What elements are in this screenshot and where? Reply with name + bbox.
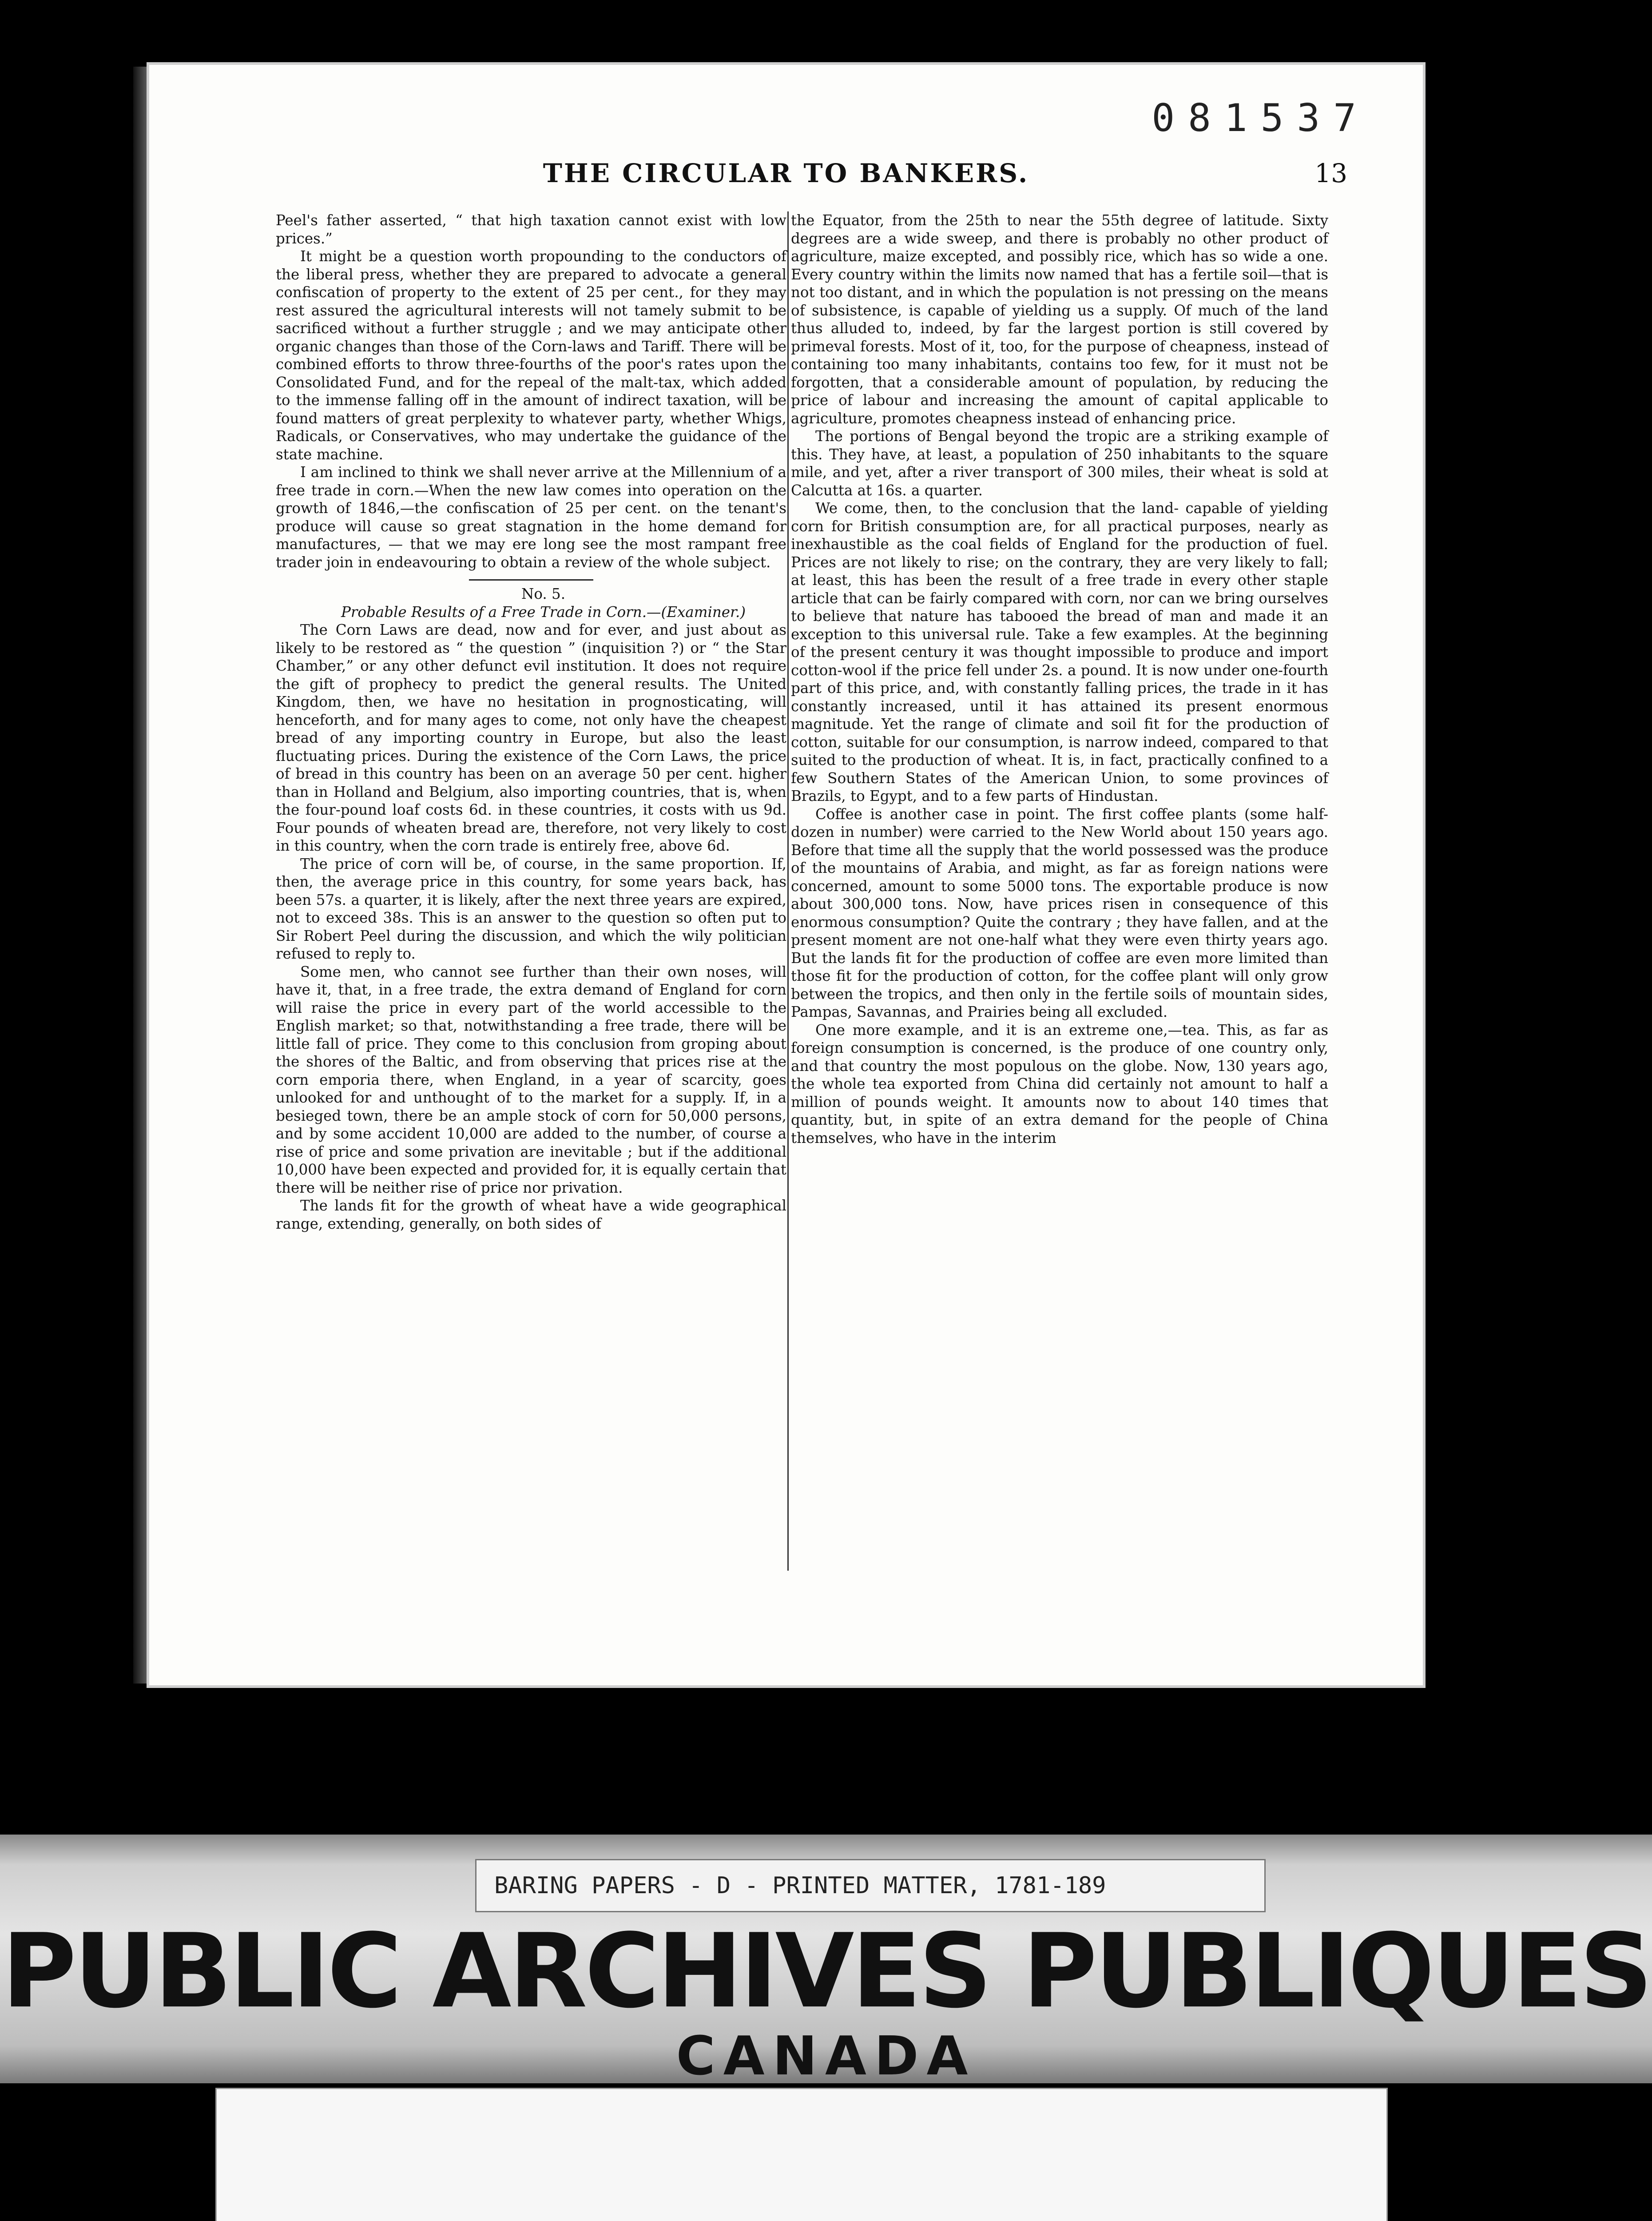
paragraph: Some men, who cannot see further than their own noses, will have it, that, in a free trade, the extra demand of England for corn will raise the price in every part of the world accessible to the English market; so that, notwithstanding a free trade, there will be little fall of price. They come to this conclusion from groping about the shores of the Baltic, and from observing that prices rise at the corn emporia there, when England, in a year of scarcity, goes unlooked for and unthought of to the market for a supply. If, in a besieged town, there be an ample stock of corn for 50,000 persons, and by some accident 10,000 are added to the number, of course a rise of price and some privation are inevitable ; but if the additional 10,000 have been expected and provided for, it is equally certain that there will be neither rise of price nor privation. <box>276 963 786 1196</box>
paragraph: The price of corn will be, of course, in the same proportion. If, then, the average price in this country, for some years back, has been 57s. a quarter, it is likely, after the next three years are expired, not to exceed 38s. This is an answer to the question so often put to Sir Robert Peel during the discussion, and which the wily politician refused to reply to. <box>276 855 786 962</box>
collection-label: BARING PAPERS - D - PRINTED MATTER, 1781-189 <box>475 1859 1266 1912</box>
paragraph: Peel's father asserted, “ that high taxation cannot exist with low prices.” <box>276 212 786 247</box>
paragraph: We come, then, to the conclusion that the land- capable of yielding corn for British consumption are, for all practical purposes, nearly as inexhaustible as the coal fields of England for the production of fuel. Prices are not likely to rise; on the contrary, they are very likely to fall; at least, this has been the result of a free trade in every other staple article that can be fairly compared with corn, nor can we bring ourselves to believe that nature has tabooed the bread of man and made it an exception to this universal rule. Take a few examples. At the beginning of the present century it was thought impossible to produce and import cotton-wool if the price fell under 2s. a pound. It is now under one-fourth part of this price, and, with constantly falling prices, the trade in it has constantly increased, until it has attained its present enormous magnitude. Yet the range of climate and soil fit for the production of cotton, suitable for our consumption, is narrow indeed, compared to that suited to the production of wheat. It is, in fact, practically confined to a few Southern States of the American Union, to some provinces of Brazils, to Egypt, and to a few parts of Hindustan. <box>791 500 1328 804</box>
document-page <box>147 62 1426 1688</box>
paragraph: It might be a question worth propounding to the conductors of the liberal press, whether they are prepared to advocate a general confiscation of property to the extent of 25 per cent., for they may rest assured the agricultural interests will not tamely submit to be sacrificed without a further struggle ; and we may anticipate other organic changes than those of the Corn-laws and Tariff. There will be combined efforts to throw three-fourths of the poor's rates upon the Consolidated Fund, and for the repeal of the malt-tax, which added to the immense falling off in the amount of indirect taxation, will be found matters of great perplexity to whatever party, whether Whigs, Radicals, or Conservatives, who may undertake the guidance of the state machine. <box>276 248 786 463</box>
blank-slip <box>215 2088 1388 2221</box>
section-divider <box>469 579 593 581</box>
column-rule <box>787 211 789 1571</box>
paragraph: I am inclined to think we shall never arrive at the Millennium of a free trade in corn.—When the new law comes into operation on the growth of 1846,—the confiscation of 25 per cent. on the tenant's produce will cause so great stagnation in the home demand for manufactures, — that we may ere long see the most rampant free trader join in endeavouring to obtain a review of the whole subject. <box>276 464 786 571</box>
page-header <box>149 158 1423 207</box>
archives-subtitle: CANADA <box>676 2026 976 2087</box>
paragraph: The lands fit for the growth of wheat have a wide geographical range, extending, generally, on both sides of <box>276 1197 786 1232</box>
accession-number: 081537 <box>1152 96 1370 140</box>
archives-title: PUBLIC ARCHIVES PUBLIQUES <box>1 1912 1651 2031</box>
right-column <box>791 211 1328 1147</box>
paragraph: The portions of Bengal beyond the tropic are a striking example of this. They have, at least, a population of 250 inhabitants to the square mile, and yet, after a river transport of 300 miles, their wheat is sold at Calcutta at 16s. a quarter. <box>791 428 1328 499</box>
paragraph: One more example, and it is an extreme one,—tea. This, as far as foreign consumption is concerned, is the produce of one country only, and that country the most populous on the globe. Now, 130 years ago, the whole tea exported from China did certainly not amount to half a million of pounds weight. It amounts now to about 140 times that quantity, but, in spite of an extra demand for the people of China themselves, who have in the interim <box>791 1021 1328 1146</box>
section-number: No. 5. <box>521 585 566 602</box>
left-column <box>276 211 786 1233</box>
paragraph: the Equator, from the 25th to near the 55th degree of latitude. Sixty degrees are a wide sweep, and there is probably no other product of agriculture, maize excepted, and possibly rice, which has so wide a one. Every country within the limits now named that has a fertile soil—that is not too distant, and in which the population is not pressing on the means of subsistence, is capable of yielding us a supply. Of much of the land thus alluded to, indeed, by far the largest portion is still covered by primeval forests. Most of it, too, for the purpose of cheapness, instead of containing too many inhabitants, contains too few, for it must not be forgotten, that a considerable amount of population, by reducing the price of labour and increasing the amount of capital applicable to agriculture, promotes cheapness instead of enhancing price. <box>791 212 1328 427</box>
page-number: 13 <box>1314 158 1347 188</box>
running-title: THE CIRCULAR TO BANKERS. <box>543 158 1029 188</box>
section-title: Probable Results of a Free Trade in Corn.—(Examiner.) <box>341 603 746 621</box>
paragraph: The Corn Laws are dead, now and for ever, and just about as likely to be restored as “ the question ” (inquisition ?) or “ the Star Chamber,” or any other defunct evil institution. It does not require the gift of prophecy to predict the general results. The United Kingdom, then, we have no hesitation in prognosticating, will henceforth, and for many ages to come, not only have the cheapest bread of any importing country in Europe, but also the least fluctuating prices. During the existence of the Corn Laws, the price of bread in this country has been on an average 50 per cent. higher than in Holland and Belgium, also importing countries, that is, when the four-pound loaf costs 6d. in these countries, it costs with us 9d. Four pounds of wheaten bread are, therefore, not very likely to cost in this country, when the corn trade is entirely free, above 6d. <box>276 621 786 854</box>
paragraph: Coffee is another case in point. The first coffee plants (some half-dozen in number) were carried to the New World about 150 years ago. Before that time all the supply that the world possessed was the produce of the mountains of Arabia, and might, as far as foreign nations were concerned, amount to some 5000 tons. The exportable produce is now about 300,000 tons. Now, have prices risen in consequence of this enormous consumption? Quite the contrary ; they have fallen, and at the present moment are not one-half what they were even thirty years ago. But the lands fit for the production of coffee are even more limited than those fit for the production of cotton, for the coffee plant will only grow between the tropics, and then only in the fertile soils of mountain sides, Pampas, Savannas, and Prairies being all excluded. <box>791 805 1328 1020</box>
